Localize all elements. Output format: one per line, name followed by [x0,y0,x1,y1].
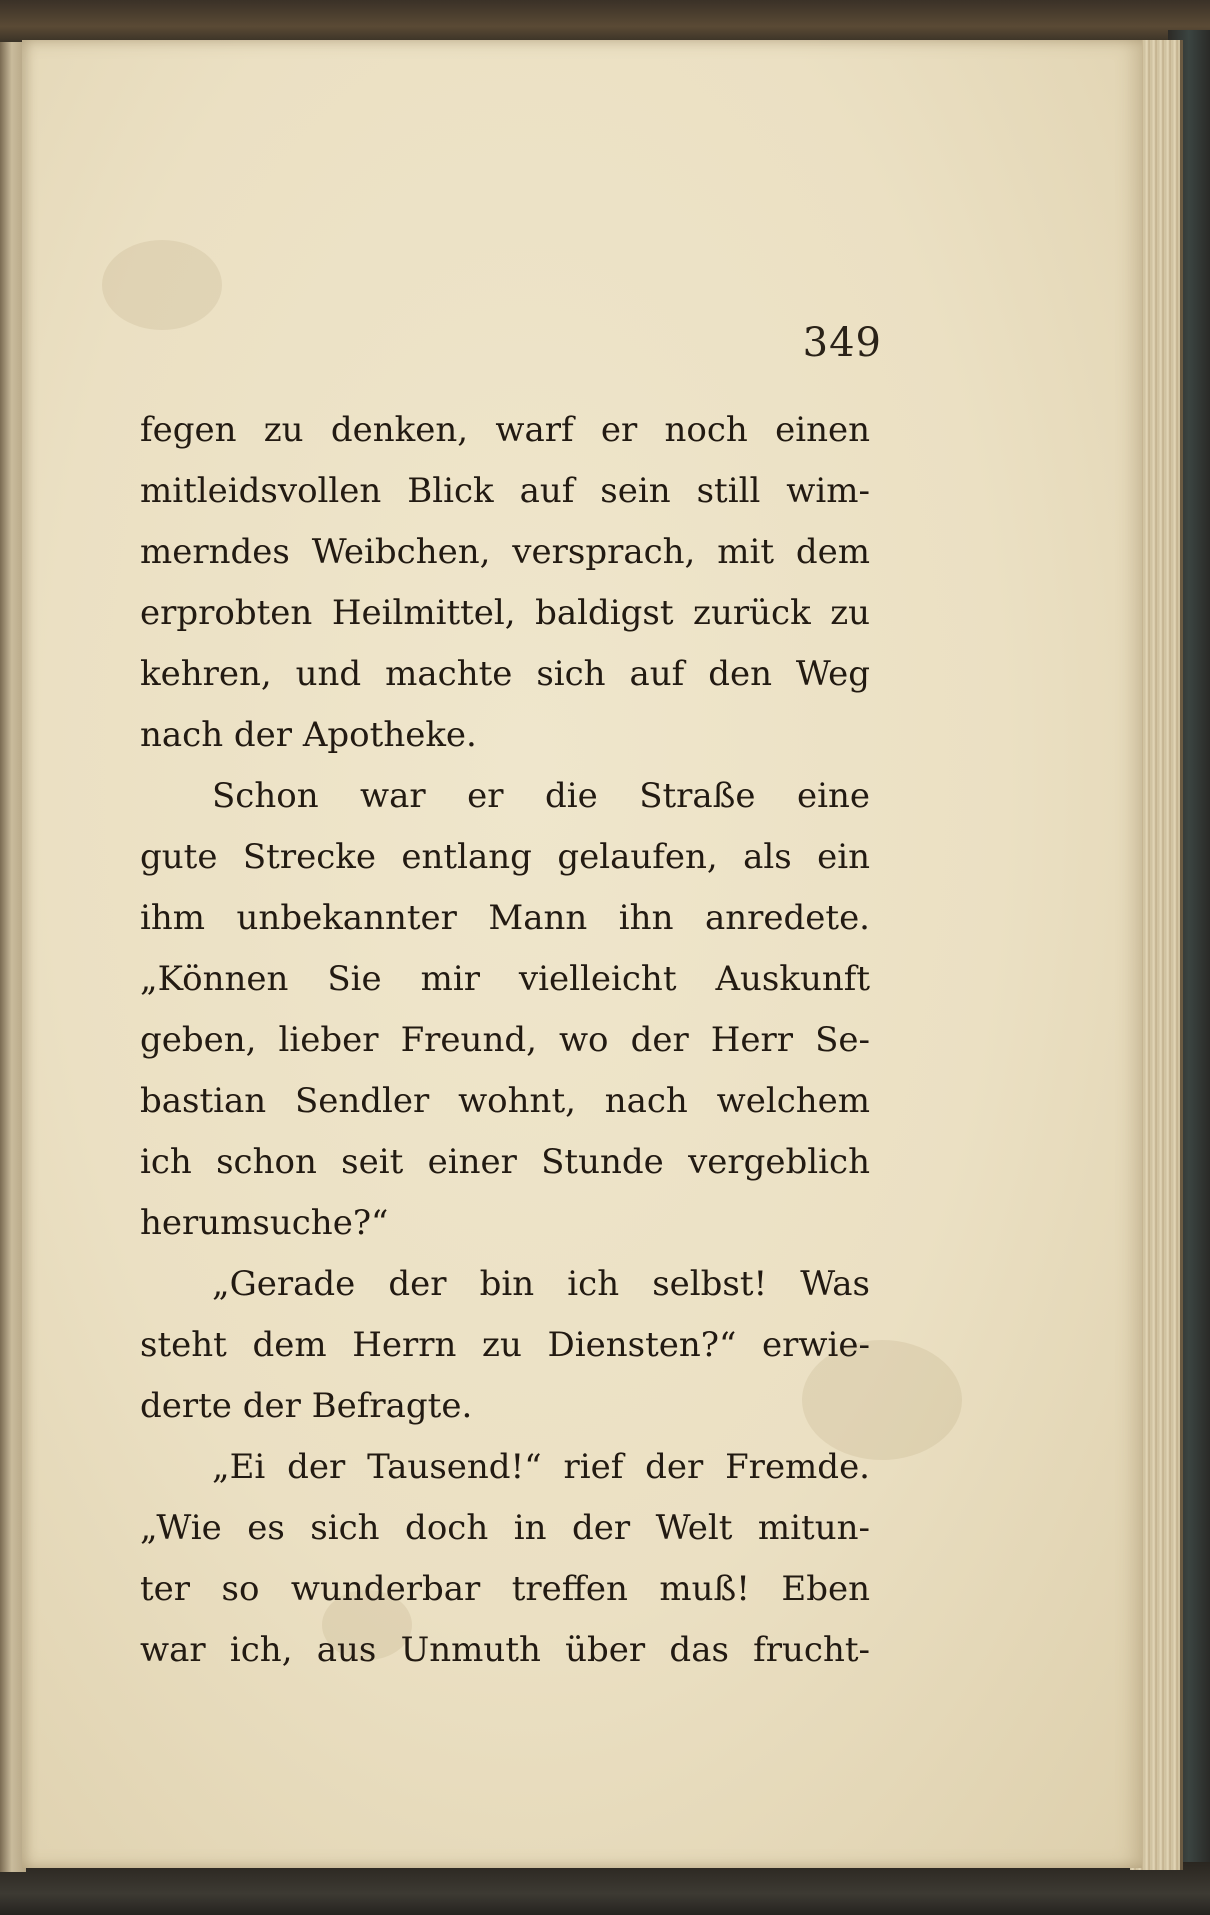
text-line: merndes Weibchen, versprach, mit dem [140,532,870,572]
text-line: gute Strecke entlang gelaufen, als ein [140,837,870,877]
text-line: herumsuche?“ [140,1203,389,1243]
text-line: erprobten Heilmittel, baldigst zurück zu [140,593,870,633]
text-line: ich schon seit einer Stunde vergeblich [140,1142,870,1182]
text-line: geben, lieber Freund, wo der Herr Se- [140,1020,870,1060]
text-line: bastian Sendler wohnt, nach welchem [140,1081,870,1121]
text-line: kehren, und machte sich auf den Weg [140,654,870,694]
text-line: „Wie es sich doch in der Welt mitun- [140,1508,870,1548]
text-line: mitleidsvollen Blick auf sein still wim- [140,471,870,511]
paper-stain [102,240,222,330]
page-number: 349 [802,320,882,366]
text-line: „Ei der Tausend!“ rief der Fremde. [212,1447,870,1487]
text-line: „Können Sie mir vielleicht Auskunft [140,959,870,999]
text-line: Schon war er die Straße eine [212,776,870,816]
text-line: steht dem Herrn zu Diensten?“ erwie- [140,1325,870,1365]
text-line: war ich, aus Unmuth über das frucht- [140,1630,870,1670]
book-page [22,40,1142,1868]
body-text [140,400,870,1681]
text-line: fegen zu denken, warf er noch einen [140,410,870,450]
text-line: ter so wunderbar treffen muß! Eben [140,1569,870,1609]
text-line: ihm unbekannter Mann ihn anredete. [140,898,870,938]
text-line: nach der Apotheke. [140,715,477,755]
book-cover-bottom-edge [0,1862,1210,1915]
text-line: derte der Befragte. [140,1386,473,1426]
text-line: „Gerade der bin ich selbst! Was [212,1264,870,1304]
